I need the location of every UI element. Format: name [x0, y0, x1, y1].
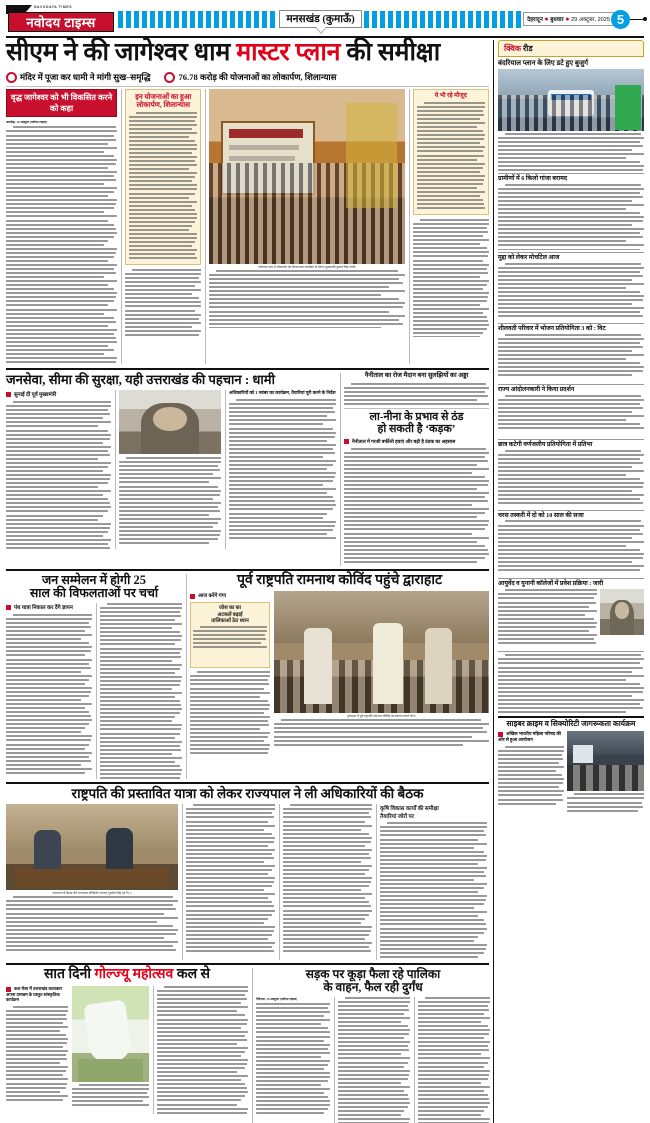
story-4-headline-line2: साल की विफलताओं पर चर्चा: [29, 585, 159, 600]
story-7-body-b: [72, 1084, 150, 1110]
story-8-headline: [256, 968, 490, 993]
lead-headline-part2: की समीक्षा: [340, 39, 440, 66]
story-4-headline-line1: जन सम्मेलन में होगी 25: [42, 572, 146, 587]
story-7-headline-p2: कल से: [173, 967, 211, 983]
newspaper-logo[interactable]: [6, 5, 118, 33]
square-bullet-icon-3: [6, 605, 11, 610]
sidebar-item[interactable]: [498, 387, 644, 440]
story-1-photo: [119, 390, 221, 454]
story-7-body-c: [157, 986, 248, 1114]
story-1-body-c: [229, 399, 336, 539]
sidebar-item-headline: छात्र कटेगी वर्णजलीय प्रतियोगिता में प्रतिभा: [498, 440, 593, 448]
story-7-headline-p1: सात दिनी: [43, 967, 95, 983]
story-9-body-b: [567, 793, 644, 817]
quick-read-header: [498, 40, 644, 57]
masthead-bars-left: [118, 11, 277, 28]
masthead-tail-rule: [630, 19, 644, 20]
sidebar-item-headline: मुद्दा को लेकर मोर्चाटेल आज: [498, 253, 560, 261]
story-5-body-a: [190, 671, 270, 757]
lead-dateline: अल्मोड़ा, 28 अक्टूबर (नवोदय टाइम्स): [6, 120, 48, 125]
sidebar-item-headline: ग्रामीणों में 6 किलो गांजा बरामद: [498, 174, 568, 182]
square-bullet-icon-4: [190, 594, 195, 599]
story-6-photo-caption: राजभवन में बैठक लेते राज्यपाल लेफ्टिनेंट जनरल गुरमीत सिंह (से.नि.)।: [52, 891, 132, 896]
story-5-subbox-line3: तालिकाओं ठेठ ध्यान: [211, 617, 249, 624]
sidebar-item[interactable]: [498, 326, 644, 385]
logo-overline: NAVODAYA TIMES: [34, 5, 73, 9]
lead-bullet-2-text: 76.78 करोड़ की योजनाओं का लोकार्पण, शिलान्यास: [178, 71, 337, 82]
lead-photo-caption: जागेश्वर धाम में लोकार्पण एवं शिलान्यास कार्यक्रम के दौरान मुख्यमंत्री पुष्कर सिंह धामी।: [258, 265, 356, 270]
lead-present-box: [413, 89, 489, 215]
story-7-headline: [6, 968, 248, 983]
lead-bullet-1: [6, 71, 150, 84]
edition-badge: मनसखंड (कुमाऊँ): [279, 10, 361, 28]
lead-photo: [209, 89, 404, 264]
lead-present-box-body: [417, 102, 485, 211]
story-5-photo: [274, 591, 489, 713]
sidebar-item-body: [498, 334, 644, 382]
story-6-headline: राष्ट्रपति की प्रस्तावित यात्रा को लेकर राज्यपाल ने ली अधिकारियों की बैठक: [71, 786, 424, 802]
story-8-body-a: [256, 1003, 330, 1115]
story-1-body-b: [119, 457, 221, 545]
story-3-body: [344, 448, 489, 566]
masthead-rule: [6, 36, 644, 38]
sidebar-item-body: [498, 450, 644, 508]
quick-read-title-rest: रीड: [521, 44, 533, 53]
lead-scheme-box-body: [129, 112, 197, 262]
story-5-body-b: [274, 719, 489, 747]
sidebar-item-body: [498, 589, 597, 649]
story-4-body-a: [6, 614, 92, 776]
story-5-subbox-line1: जोश का का: [219, 605, 241, 612]
masthead-bars-right: [364, 11, 523, 28]
lead-bullet-1-text: मंदिर में पूजा कर धामी ने मांगी सुख–समृद्धि: [20, 71, 151, 82]
story-4-body-b: [100, 603, 183, 779]
story-3-kicker: नैनीताल में गरजी बर्फीली हवाएं और बढ़ी है ठंडक का अहसास: [344, 439, 489, 445]
lead-scheme-box-title: इन योजनाओं का हुआ लोकार्पण, शिलान्यास: [135, 93, 192, 110]
sidebar-item[interactable]: [498, 442, 644, 511]
quick-read-sidebar: [493, 40, 644, 1123]
story-8-headline-line2: के वाहन, फैल रही दुर्गंध: [323, 980, 423, 995]
sidebar-item-headline: आयुर्वेद व युनानी कॉलेजों में प्रवेश प्रक्रिया : जारी: [498, 580, 604, 588]
sidebar-item-body: [498, 133, 644, 171]
quick-read-title-k: क्विक: [504, 44, 522, 53]
sidebar-item-headline: बंदरियाल प्लान के लिए डटे हुए बुजुर्ग: [498, 59, 589, 67]
story-9-headline: साइबर क्राइम व सिक्योरिटी जागरूकता कार्यक्रम: [506, 719, 636, 729]
logo-nameplate: [8, 12, 114, 32]
story-6: [6, 787, 489, 960]
dateline: [523, 12, 614, 26]
square-bullet-icon-2: [344, 439, 349, 444]
lead-headline-part1: सीएम ने की जागेश्वर धाम: [6, 39, 237, 66]
lead-subhead-band: वृद्ध जागेश्वर को भी विकसित करने को कहा: [6, 89, 117, 117]
sidebar-filler-body: [498, 654, 644, 714]
lead-present-box-title: ये भी रहे मौजूद: [434, 93, 467, 100]
sidebar-item[interactable]: [498, 513, 644, 580]
ring-bullet-icon-2: [164, 72, 175, 83]
story-6-body-c: [283, 804, 372, 954]
story-3-headline: [344, 412, 489, 435]
dateline-city: देहरादून: [527, 17, 543, 23]
story-8-headline-line1: सड़क पर कूड़ा फैला रहे पालिका: [305, 967, 441, 982]
sidebar-item-headline: चरस तस्करी में दो को 10 साल की सजा: [498, 511, 584, 519]
lead-col-a-body: [6, 126, 117, 364]
story-6-body-b: [186, 804, 275, 954]
lead-col-b-body: [125, 269, 201, 337]
story-1-headline: जनसेवा, सीमा की सुरक्षा, यही उत्तराखंड की पहचान : धामी: [6, 372, 275, 388]
masthead: [6, 4, 644, 34]
sidebar-item-photo: [600, 589, 644, 635]
story-5-kicker: आज करेंगे गंगा: [190, 591, 270, 599]
story-3-headline-line2: हो सकती है ‘कड़क’: [377, 422, 456, 435]
sidebar-item[interactable]: [498, 176, 644, 253]
dateline-dot-1: ●: [544, 16, 549, 23]
dateline-day: बुधवार: [550, 17, 564, 23]
story-6-photo: [6, 804, 178, 890]
lead-scheme-box: [125, 89, 201, 265]
sidebar-item[interactable]: [498, 255, 644, 324]
story-6-body-d: [380, 822, 487, 960]
square-bullet-icon: [6, 392, 11, 397]
story-7-body-a: [6, 1006, 68, 1106]
dateline-dot-2: ●: [565, 16, 570, 23]
sidebar-item-photo: [498, 69, 644, 131]
ring-bullet-icon-1: [6, 72, 17, 83]
story-3-headline-line1: ला-नीना के प्रभाव से ठंड: [369, 411, 464, 424]
sidebar-item-headline: शीलवती परिवार में भोजन प्रतियोगिता 3 को : विट: [498, 324, 606, 332]
story-6-sidehead-2: तैयारियां जोरों पर: [380, 814, 414, 821]
story-7-kicker: कल मेला में उत्तराखंड कलाकार अपना दमखम के प्रस्तुत सांस्कृतिक कार्यक्रम: [6, 986, 63, 1003]
sidebar-item-headline: राज्य आंदोलनकारी ने किया प्रदर्शन: [498, 385, 575, 393]
sidebar-item-body: [498, 395, 644, 437]
story-5-photo-caption: द्वाराहाट में पूर्व राष्ट्रपति रामनाथ कोविंद का स्वागत करते लोग।: [347, 714, 416, 719]
story-5-subbox-line2: अटकलें बढ़ाईं: [217, 611, 243, 618]
story-6-sidehead: कृषि विकास कार्यों की समीक्षा: [380, 806, 439, 813]
logo-text: नवोदय टाइम्स: [26, 15, 96, 30]
story-7-photo: [72, 986, 150, 1082]
sidebar-item-body: [498, 520, 644, 576]
story-8-body-c: [418, 997, 490, 1123]
story-1-kicker-2: अधिकारियों को 1 नवंबर का कार्यक्रम, तैयारियां पूरी करने के निर्देश: [229, 390, 336, 396]
story-4-headline: [6, 574, 182, 601]
story-6-body-a: [6, 896, 178, 952]
story-9-body-a: [498, 746, 564, 810]
story-7-headline-red: गोल्ज्यू महोत्सव: [94, 967, 174, 983]
sidebar-item[interactable]: [498, 60, 644, 174]
story-5-subbox: [190, 602, 270, 668]
story-4-kicker: पंथ यात्रा निकाल कर देंगे ज्ञापन: [6, 603, 92, 611]
story-1-body-a: [6, 401, 111, 549]
story-1-kicker: सुनाई दी पूर्व मुख्यमंत्री: [6, 390, 111, 398]
story-2-body: [344, 383, 489, 405]
story-8-dateline: नैनीताल, 28 अक्टूबर (नवोदय टाइम्स): [256, 996, 298, 1001]
sidebar-item-body: [498, 184, 644, 250]
lead-headline: [6, 40, 489, 67]
page-number: 5: [611, 10, 630, 29]
lead-bullet-2: [164, 71, 336, 84]
sidebar-item[interactable]: [498, 581, 644, 652]
story-9-photo: [567, 731, 644, 791]
story-9: [498, 716, 644, 817]
lead-headline-red: मास्टर प्लान: [236, 39, 341, 66]
story-5-headline: पूर्व राष्ट्रपति रामनाथ कोविंद पहुंचे द्वाराहाट: [236, 572, 443, 588]
lead-col-a-text: [6, 120, 117, 124]
story-8-body-b: [338, 997, 409, 1123]
lead-col-c-body: [209, 270, 404, 328]
dateline-date: 29 अक्टूबर, 2025: [571, 17, 611, 23]
story-2-headline: नैनीताल का रोज मैदान बना सुलझियों का अड्डा: [364, 372, 469, 380]
lead-col-d-body: [413, 219, 489, 337]
story-9-kicker: अखिल भारतीय महिला परिषद की ओर से हुआ आयोजन: [498, 731, 562, 743]
sidebar-item-body: [498, 263, 644, 321]
